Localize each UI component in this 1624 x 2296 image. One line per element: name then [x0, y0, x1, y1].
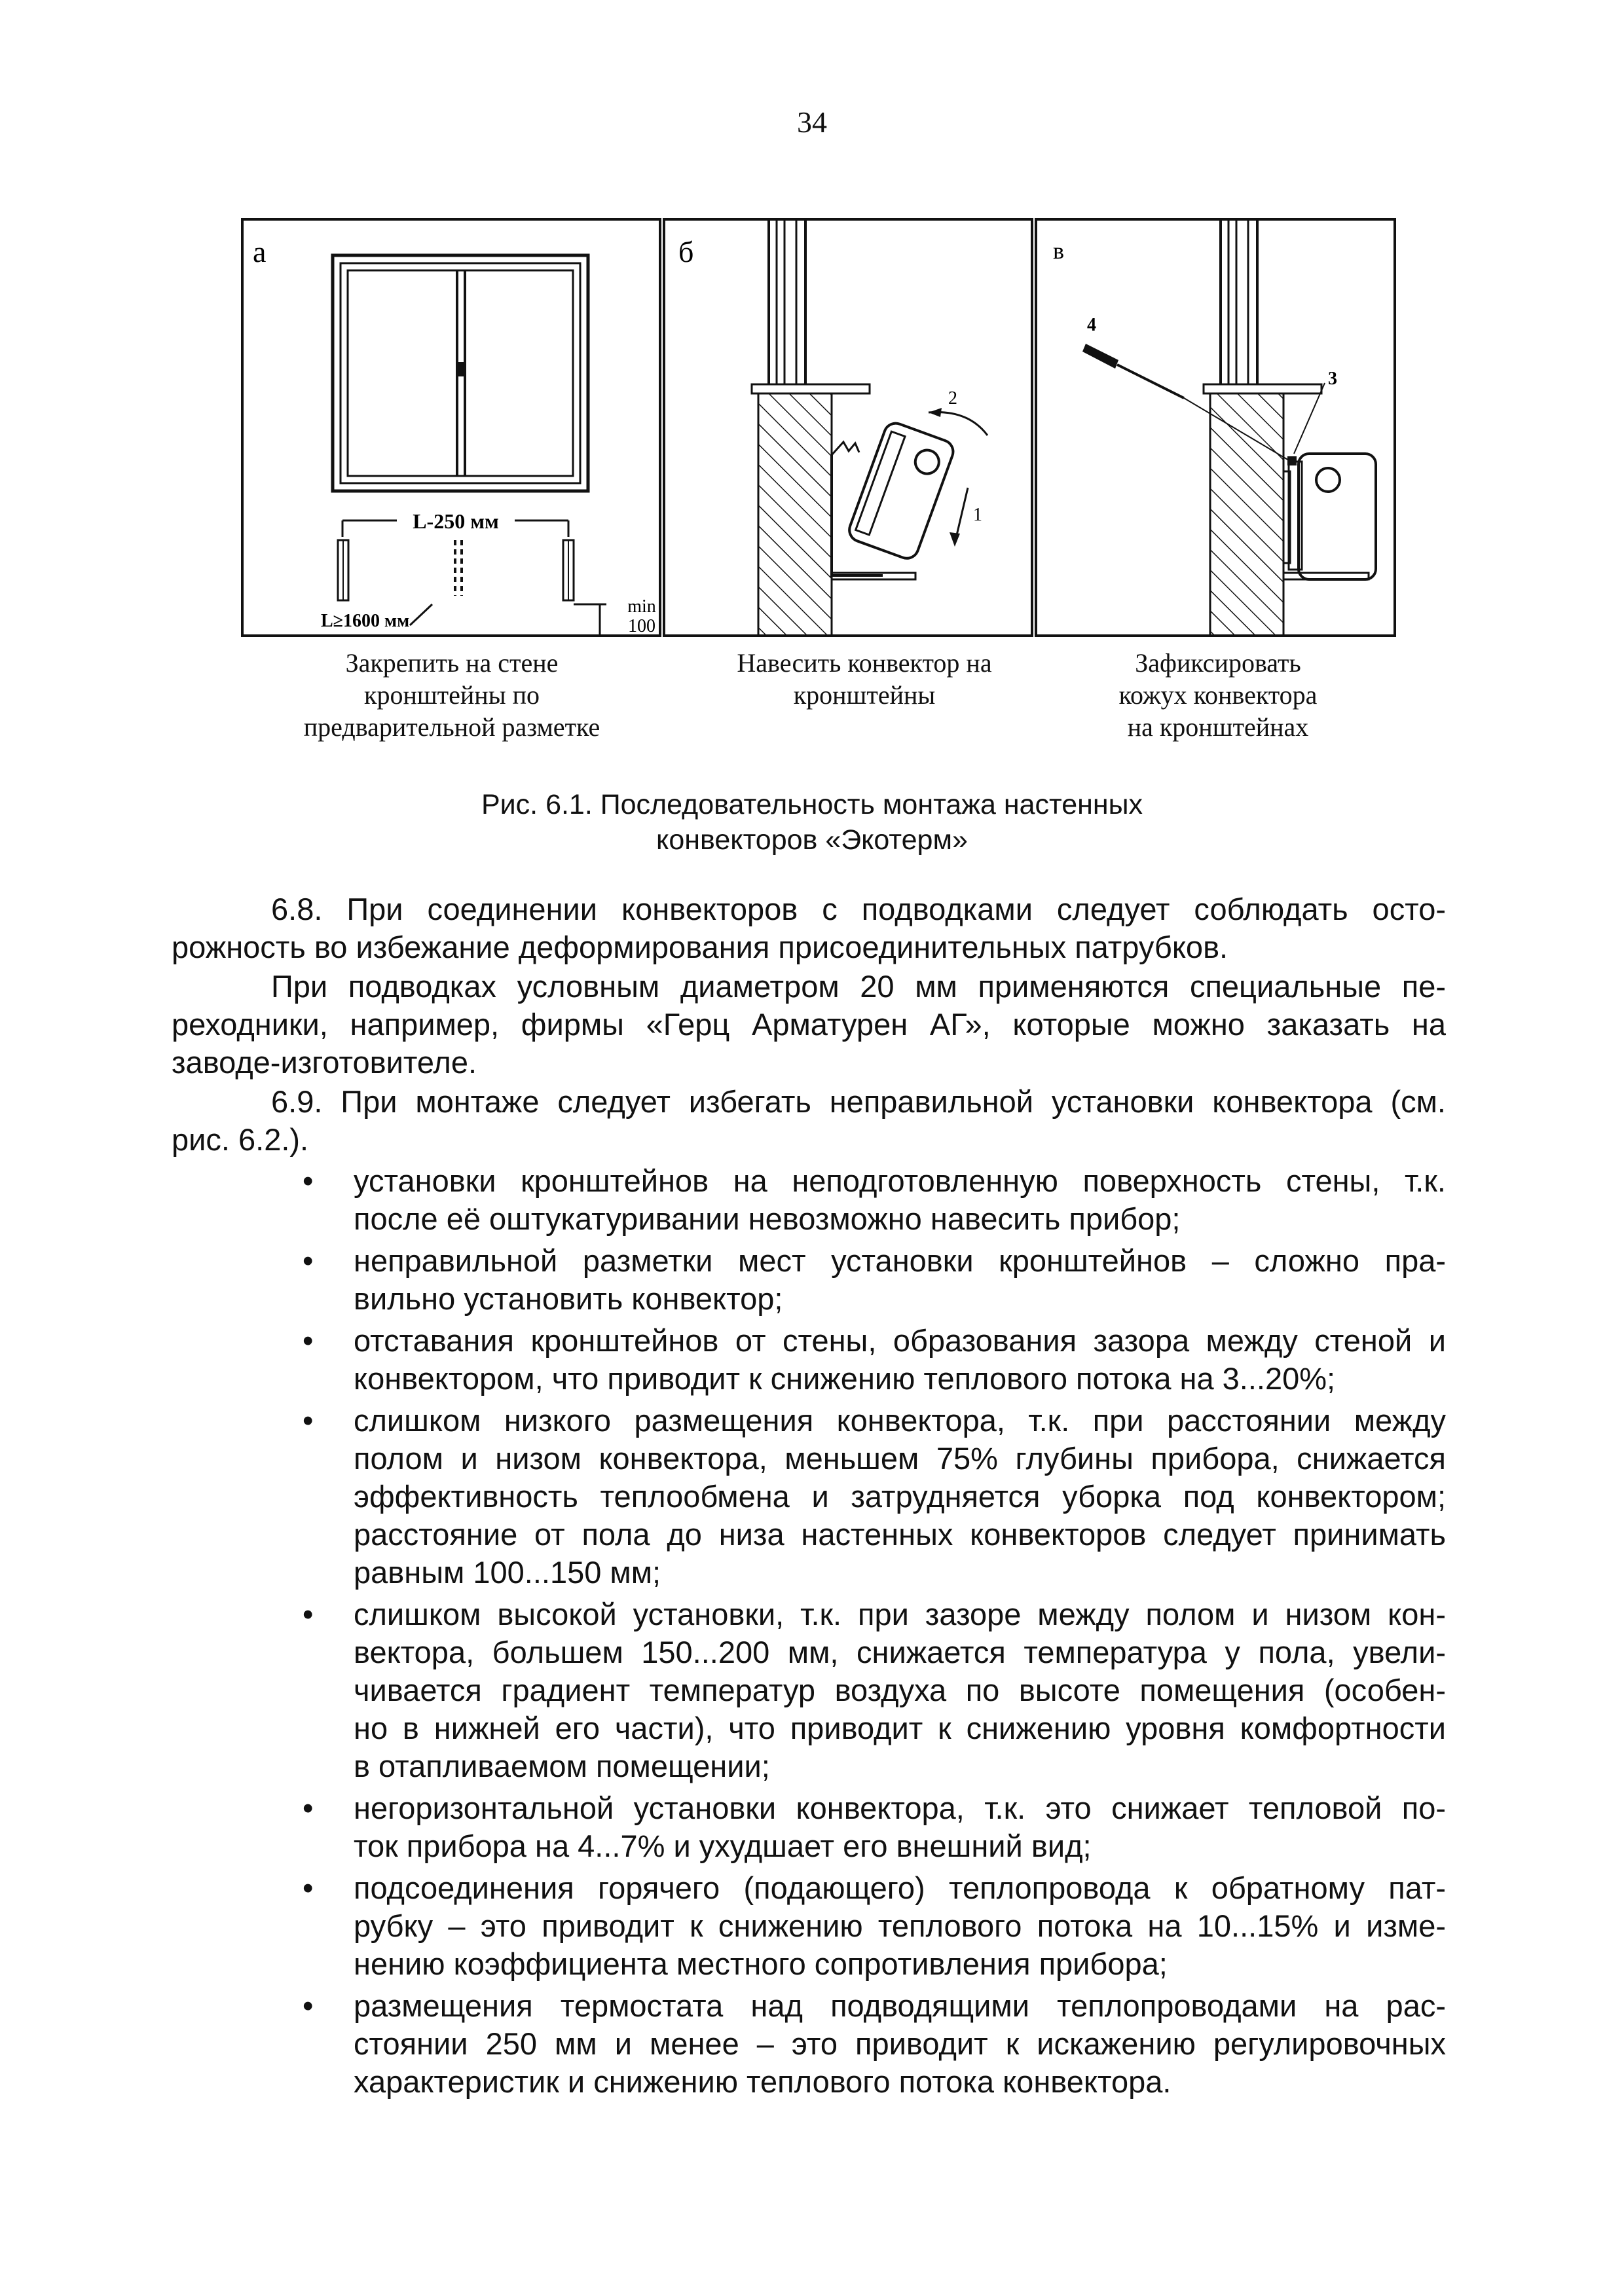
bullet-marker: • — [303, 1243, 314, 1278]
bullet-marker: • — [303, 1791, 314, 1825]
bullet-list — [172, 1162, 1446, 2105]
list-item: • негоризонтальной установки конвектора, т.к. это снижает тепловой по- ток прибора на 4...7% и ухудшает его внешний вид; — [303, 1791, 1446, 1863]
paragraph-6-8: 6.8. При соединении конвекторов с подводками следует соблюдать осто- рожность во избежание деформирования присоединительных патрубков. — [172, 892, 1446, 964]
panel-b — [664, 219, 1032, 636]
bracket-middle — [455, 540, 462, 596]
bracket-left — [338, 540, 348, 600]
bullet-marker: • — [303, 1988, 314, 2023]
dimension-bottom-label: L≥1600 мм — [321, 611, 410, 631]
list-item: • размещения термостата над подводящими теплопроводами на рас- стоянии 250 мм и менее – это приводит к искажению регулировочных характеристик и снижению теплового потока конвектора. — [303, 1988, 1446, 2099]
panel-a — [242, 219, 660, 636]
callout-4: 4 — [1087, 315, 1096, 335]
panel-a-frame — [242, 219, 660, 636]
window-sill — [752, 384, 870, 393]
dimension-top-label: L-250 мм — [413, 509, 499, 533]
panel-c — [1036, 219, 1395, 636]
callout-3: 3 — [1328, 369, 1337, 389]
callout-1: 1 — [973, 505, 982, 525]
list-item: • подсоединения горячего (подающего) теплопровода к обратному пат- рубку – это приводит к снижению теплового потока на 10...15% и изме- нению коэффициента местного сопротивления прибора; — [303, 1870, 1446, 1981]
bullet-marker: • — [303, 1163, 314, 1198]
bracket-right — [563, 540, 574, 600]
min-value: 100 — [628, 616, 655, 636]
bullet-marker: • — [303, 1323, 314, 1358]
page-number: 34 — [797, 105, 827, 139]
figure-title: Рис. 6.1. Последовательность монтажа настенных конвекторов «Экотерм» — [481, 789, 1143, 856]
list-item: • слишком высокой установки, т.к. при зазоре между полом и низом кон- вектора, большем 150...200 мм, снижается температура у пола, увели- чивается градиент температур воздуха по высоте помещения (особен- но в нижней его части), что приводит к снижению уровня комфортности в отапливаемом помещении; — [303, 1597, 1446, 1783]
convector — [846, 420, 956, 562]
caption-panel-a: Закрепить на стене кронштейны по предварительной разметке — [303, 648, 600, 742]
wall-section — [758, 393, 832, 636]
list-item: • установки кронштейнов на неподготовленную поверхность стены, т.к. после её оштукатуривании невозможно навесить прибор; — [303, 1163, 1446, 1236]
paragraph-6-9: 6.9. При монтаже следует избегать неправильной установки конвектора (см. рис. 6.2.). — [172, 1084, 1446, 1157]
panel-b-letter: б — [678, 235, 694, 268]
bullet-marker: • — [303, 1870, 314, 1905]
caption-panel-c: Зафиксировать кожух конвектора на кронштейнах — [1118, 648, 1318, 742]
paragraph-diameter: При подводках условным диаметром 20 мм применяются специальные пе- реходники, например, фирмы «Герц Арматурен АГ», которые можно заказать на заводе-изготовителе. — [172, 969, 1446, 1080]
fixing-screw — [1287, 456, 1297, 465]
wall-section — [1210, 393, 1283, 636]
callout-2: 2 — [948, 388, 957, 409]
window-frame-section — [769, 219, 805, 384]
panel-c-letter: в — [1053, 238, 1064, 264]
figure-6-1 — [241, 213, 1397, 638]
convector-mounted — [1283, 454, 1376, 579]
list-item: • отставания кронштейнов от стены, образования зазора между стеной и конвектором, что приводит к снижению теплового потока на 3...20%; — [303, 1323, 1446, 1396]
window-frame-section — [1221, 219, 1257, 384]
bullet-marker: • — [303, 1403, 314, 1438]
window-sill — [1204, 384, 1321, 393]
min-label: min — [627, 596, 656, 617]
panel-a-letter: а — [253, 235, 267, 268]
list-item: • слишком низкого размещения конвектора, т.к. при расстоянии между полом и низом конвектора, меньшем 75% глубины прибора, снижается эффективность теплообмена и затрудняется уборка под конвектором; расстояние от пола до низа настенных конвекторов следует принимать равным 100...150 мм; — [303, 1403, 1446, 1590]
bullet-marker: • — [303, 1597, 314, 1631]
window-icon — [333, 255, 588, 491]
list-item: • неправильной разметки мест установки кронштейнов – сложно пра- вильно установить конвектор; — [303, 1243, 1446, 1316]
caption-panel-b: Навесить конвектор на кронштейны — [737, 648, 992, 710]
installation-diagram — [241, 213, 1397, 638]
